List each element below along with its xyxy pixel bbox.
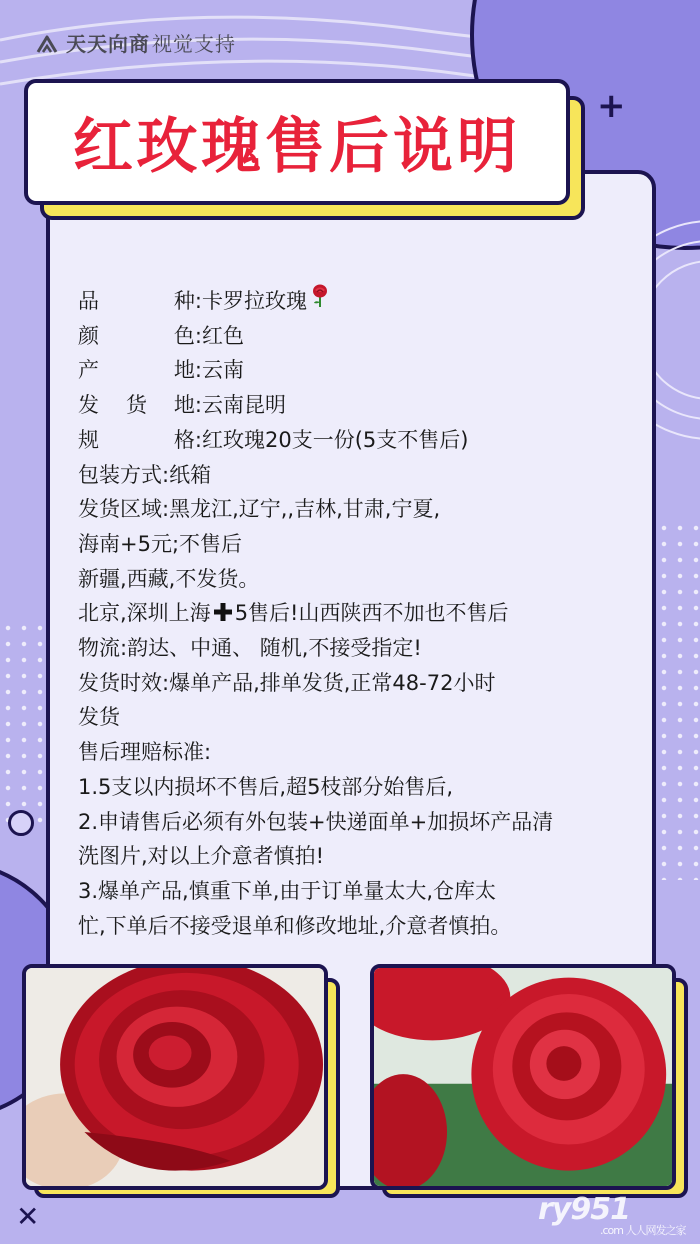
brand-tagline: 视觉支持 <box>152 32 236 56</box>
label-char: 产 <box>78 358 99 383</box>
watermark-subtext: .com 人人网发之家 <box>600 1224 686 1237</box>
rose-photo <box>22 964 328 1190</box>
circle-icon <box>8 810 34 836</box>
spec-value: 红玫瑰20支一份(5支不售后) <box>202 427 469 452</box>
label-char: 色: <box>173 323 202 348</box>
label-char: 品 <box>78 289 99 313</box>
claim-item: 洗图片,对以上介意者慎拍! <box>78 844 325 869</box>
brand-logo-icon <box>36 34 58 52</box>
label-char: 种: <box>173 289 202 313</box>
region-text: 北京,深圳上海 <box>78 601 211 626</box>
details-list <box>78 284 634 943</box>
claim-item: 2.申请售后必须有外包装+快递面单+加损坏产品清 <box>78 809 554 834</box>
detail-row-spec <box>78 423 634 458</box>
label-char: 地: <box>173 358 202 383</box>
heavy-plus-icon <box>213 598 233 618</box>
variety-value: 卡罗拉玫瑰 <box>202 289 307 313</box>
claim-item: 3.爆单产品,慎重下单,由于订单量太大,仓库太 <box>78 878 497 903</box>
rose-icon <box>311 284 329 308</box>
region-line: 海南+5元;不售后 <box>78 531 243 556</box>
detail-row-variety <box>78 284 634 319</box>
label-char: 地: <box>173 393 202 418</box>
dot-pattern <box>656 520 700 880</box>
region-text: 5售后!山西陕西不加也不售后 <box>234 601 509 626</box>
rose-photo <box>370 964 676 1190</box>
detail-row-origin <box>78 353 634 388</box>
region-line <box>78 596 634 631</box>
timing-line: 发货 <box>78 705 120 730</box>
label-char: 发 <box>78 393 99 418</box>
title-banner <box>24 79 570 205</box>
brand-name: 天天向商 <box>66 32 150 56</box>
color-value: 红色 <box>202 323 244 348</box>
region-line: 新疆,西藏,不发货。 <box>78 566 260 591</box>
close-icon: ✕ <box>16 1200 40 1233</box>
ship-from-value: 云南昆明 <box>202 393 286 418</box>
claim-item: 忙,下单后不接受退单和修改地址,介意者慎拍。 <box>78 913 512 938</box>
label-char: 规 <box>78 427 99 452</box>
dot-pattern <box>0 620 46 830</box>
timing-line: 发货时效:爆单产品,排单发货,正常48-72小时 <box>78 670 496 695</box>
region-line: 发货区域:黑龙江,辽宁,,吉林,甘肃,宁夏, <box>78 497 441 522</box>
label-char: 格: <box>173 427 202 452</box>
watermark <box>538 1192 686 1237</box>
label-char: 颜 <box>78 323 99 348</box>
claim-item: 1.5支以内损坏不售后,超5枝部分始售后, <box>78 774 454 799</box>
label-char: 货 <box>125 393 147 418</box>
page-title: 红玫瑰售后说明 <box>73 112 521 182</box>
packaging-line: 包装方式:纸箱 <box>78 462 212 487</box>
logistics-line: 物流:韵达、中通、 随机,不接受指定! <box>78 636 422 661</box>
detail-row-ship-from <box>78 388 634 423</box>
claims-title: 售后理赔标准: <box>78 740 212 765</box>
origin-value: 云南 <box>202 358 244 383</box>
detail-row-color <box>78 319 634 354</box>
brand-header <box>36 28 236 57</box>
watermark-text: ry951 <box>538 1192 630 1227</box>
plus-icon: + <box>597 86 626 126</box>
